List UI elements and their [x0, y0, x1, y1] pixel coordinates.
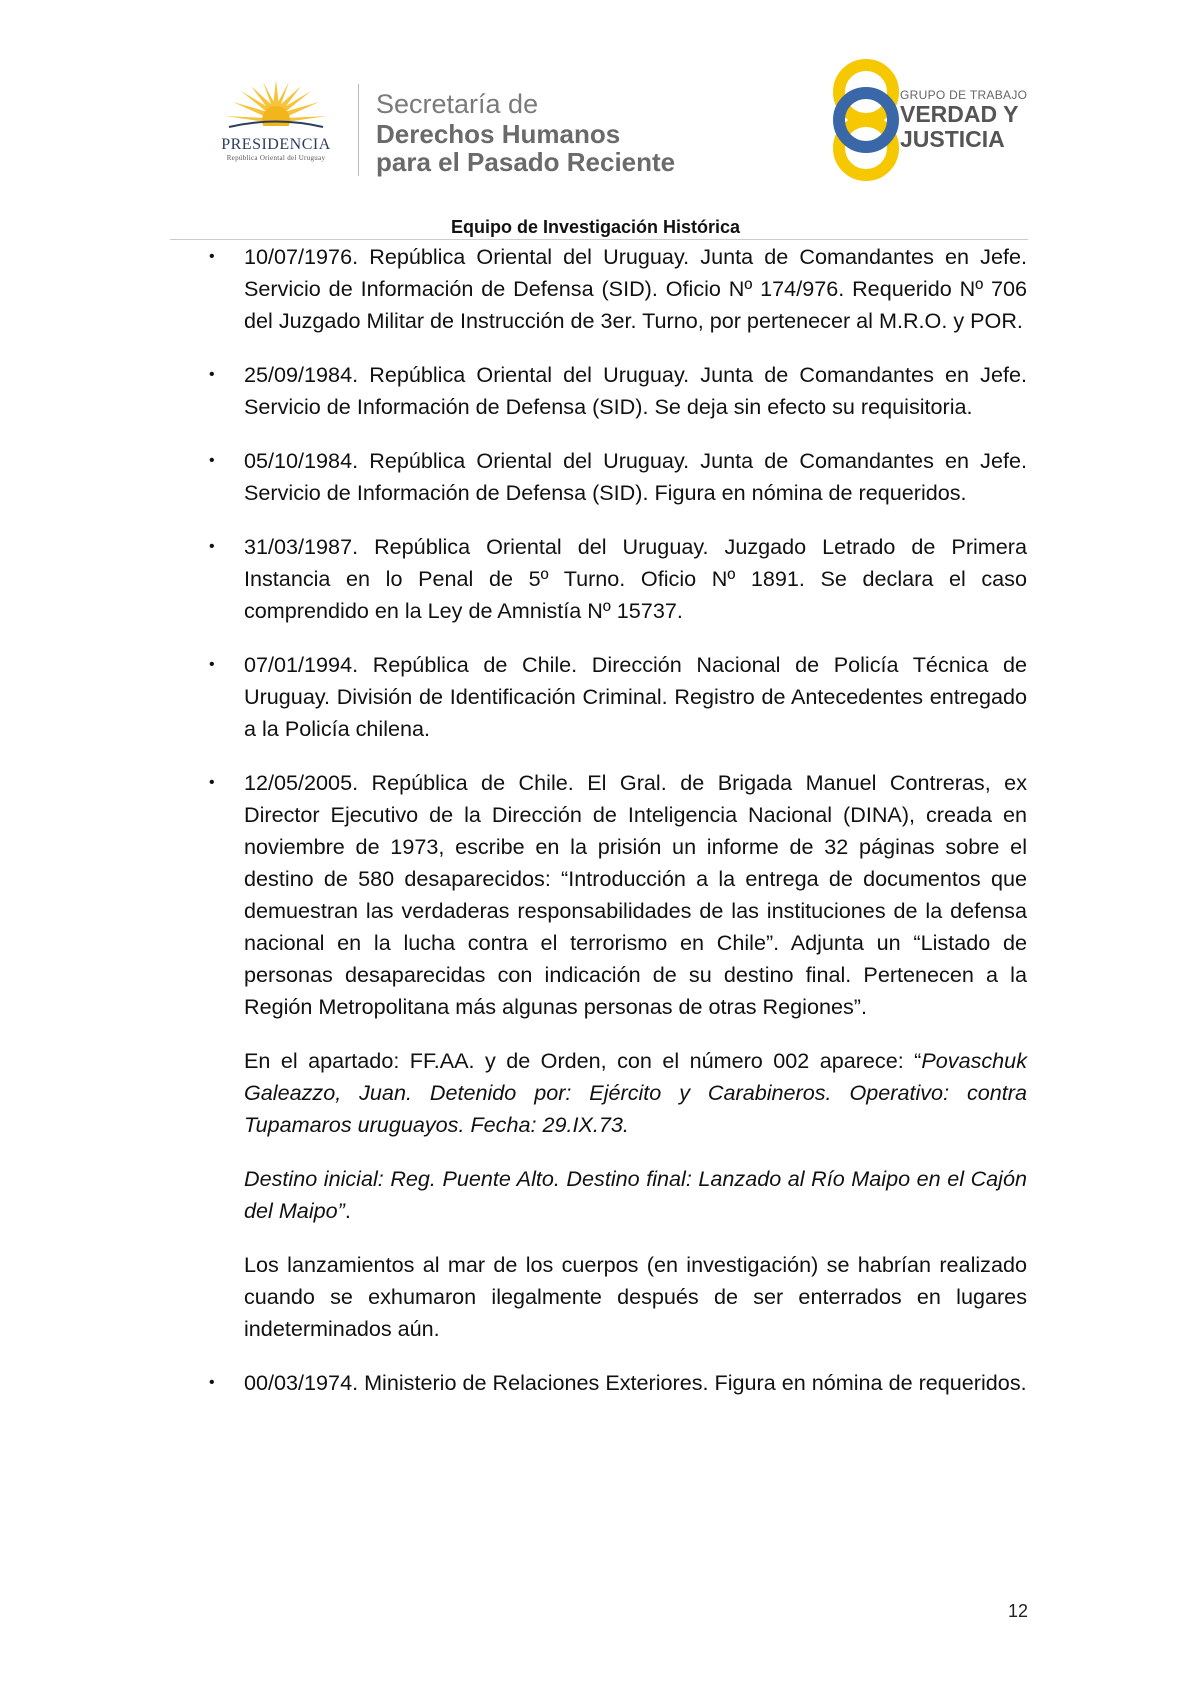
list-item [209, 531, 1027, 627]
apartado-quote: Povaschuk Galeazzo, Juan. Detenido por: Ejército y Carabineros. Operativo: contra Tupamaros uruguayos. Fecha: 29.IX.73. [244, 1048, 1027, 1137]
bullet-icon: • [209, 366, 215, 383]
secretaria-line-3: para el Pasado Reciente [376, 147, 676, 177]
bullet-icon: • [209, 452, 215, 469]
presidencia-name: PRESIDENCIA [221, 136, 331, 153]
team-title: Equipo de Investigación Histórica [450, 217, 741, 237]
gtvj-line-3: JUSTICIA [900, 126, 1005, 152]
list-item [209, 359, 1027, 423]
paragraph-destino [244, 1163, 1027, 1227]
header-rule [170, 239, 1028, 240]
entry-text: 25/09/1984. República Oriental del Uruguay. Junta de Comandantes en Jefe. Servicio de Información de Defensa (SID). Se deja sin efecto su requisitoria. [244, 362, 1027, 419]
page-number: 12 [1008, 1601, 1029, 1621]
bullet-icon: • [209, 656, 215, 673]
secretaria-logo-text [376, 88, 675, 176]
entry-text: 07/01/1994. República de Chile. Dirección Nacional de Policía Técnica de Uruguay. División de Identificación Criminal. Registro de Antecedentes entregado a la Policía chilena. [244, 652, 1027, 741]
gtvj-line-2: VERDAD Y [900, 101, 1019, 127]
paragraph-apartado [244, 1045, 1027, 1141]
bullet-icon: • [209, 1374, 215, 1391]
list-item [209, 767, 1027, 1023]
list-item [209, 1367, 1027, 1399]
destino-tail: . [344, 1198, 351, 1223]
entry-text: 05/10/1984. República Oriental del Uruguay. Junta de Comandantes en Jefe. Servicio de Información de Defensa (SID). Figura en nómina de requeridos. [244, 448, 1027, 505]
list-item [209, 649, 1027, 745]
list-item [209, 241, 1027, 337]
secretaria-line-1: Secretaría de [376, 89, 539, 119]
paragraph-lanzamientos: Los lanzamientos al mar de los cuerpos (en investigación) se habrían realizado cuando se exhumaron ilegalmente después de ser enterrados en lugares indeterminados aún. [244, 1252, 1027, 1341]
bullet-icon: • [209, 538, 215, 555]
entry-text: 31/03/1987. República Oriental del Uruguay. Juzgado Letrado de Primera Instancia en lo Penal de 5º Turno. Oficio Nº 1891. Se declara el caso comprendido en la Ley de Amnistía Nº 15737. [244, 534, 1027, 623]
bullet-icon: • [209, 774, 215, 791]
header-divider [358, 84, 359, 176]
presidencia-logo [196, 76, 356, 176]
apartado-lead: En el apartado: FF.AA. y de Orden, con el número 002 aparece: “ [244, 1048, 922, 1073]
entry-text: 12/05/2005. República de Chile. El Gral. de Brigada Manuel Contreras, ex Director Ejecutivo de la Dirección de Inteligencia Nacional (DINA), creada en noviembre de 1973, escribe en la prisión un informe de 32 páginas sobre el destino de 580 desaparecidos: “Introducción a la entrega de documentos que demuestran las verdaderas responsabilidades de las instituciones de la defensa nacional en la lucha contra el terrorismo en Chile”. Adjunta un “Listado de personas desaparecidas con indicación de su destino final. Pertenecen a la Región Metropolitana más algunas personas de otras Regiones”. [244, 770, 1027, 1019]
entry-text: 00/03/1974. Ministerio de Relaciones Exteriores. Figura en nómina de requeridos. [244, 1370, 1027, 1395]
entry-text: 10/07/1976. República Oriental del Uruguay. Junta de Comandantes en Jefe. Servicio de Información de Defensa (SID). Oficio Nº 174/976. Requerido Nº 706 del Juzgado Militar de Instrucción de 3er. Turno, por pertenecer al M.R.O. y POR. [244, 244, 1027, 333]
secretaria-line-2: Derechos Humanos [376, 119, 621, 149]
page-header [0, 0, 1191, 230]
destino-quote: Destino inicial: Reg. Puente Alto. Destino final: Lanzado al Río Maipo en el Cajón del Maipo” [244, 1166, 1027, 1223]
presidencia-subtitle: República Oriental del Uruguay [226, 154, 326, 162]
gtvj-line-1: GRUPO DE TRABAJO [900, 88, 1028, 102]
bullet-icon: • [209, 248, 215, 265]
document-body [209, 241, 1027, 1421]
sun-icon [221, 76, 331, 134]
gtvj-logo-text [900, 88, 1027, 152]
list-item [209, 445, 1027, 509]
